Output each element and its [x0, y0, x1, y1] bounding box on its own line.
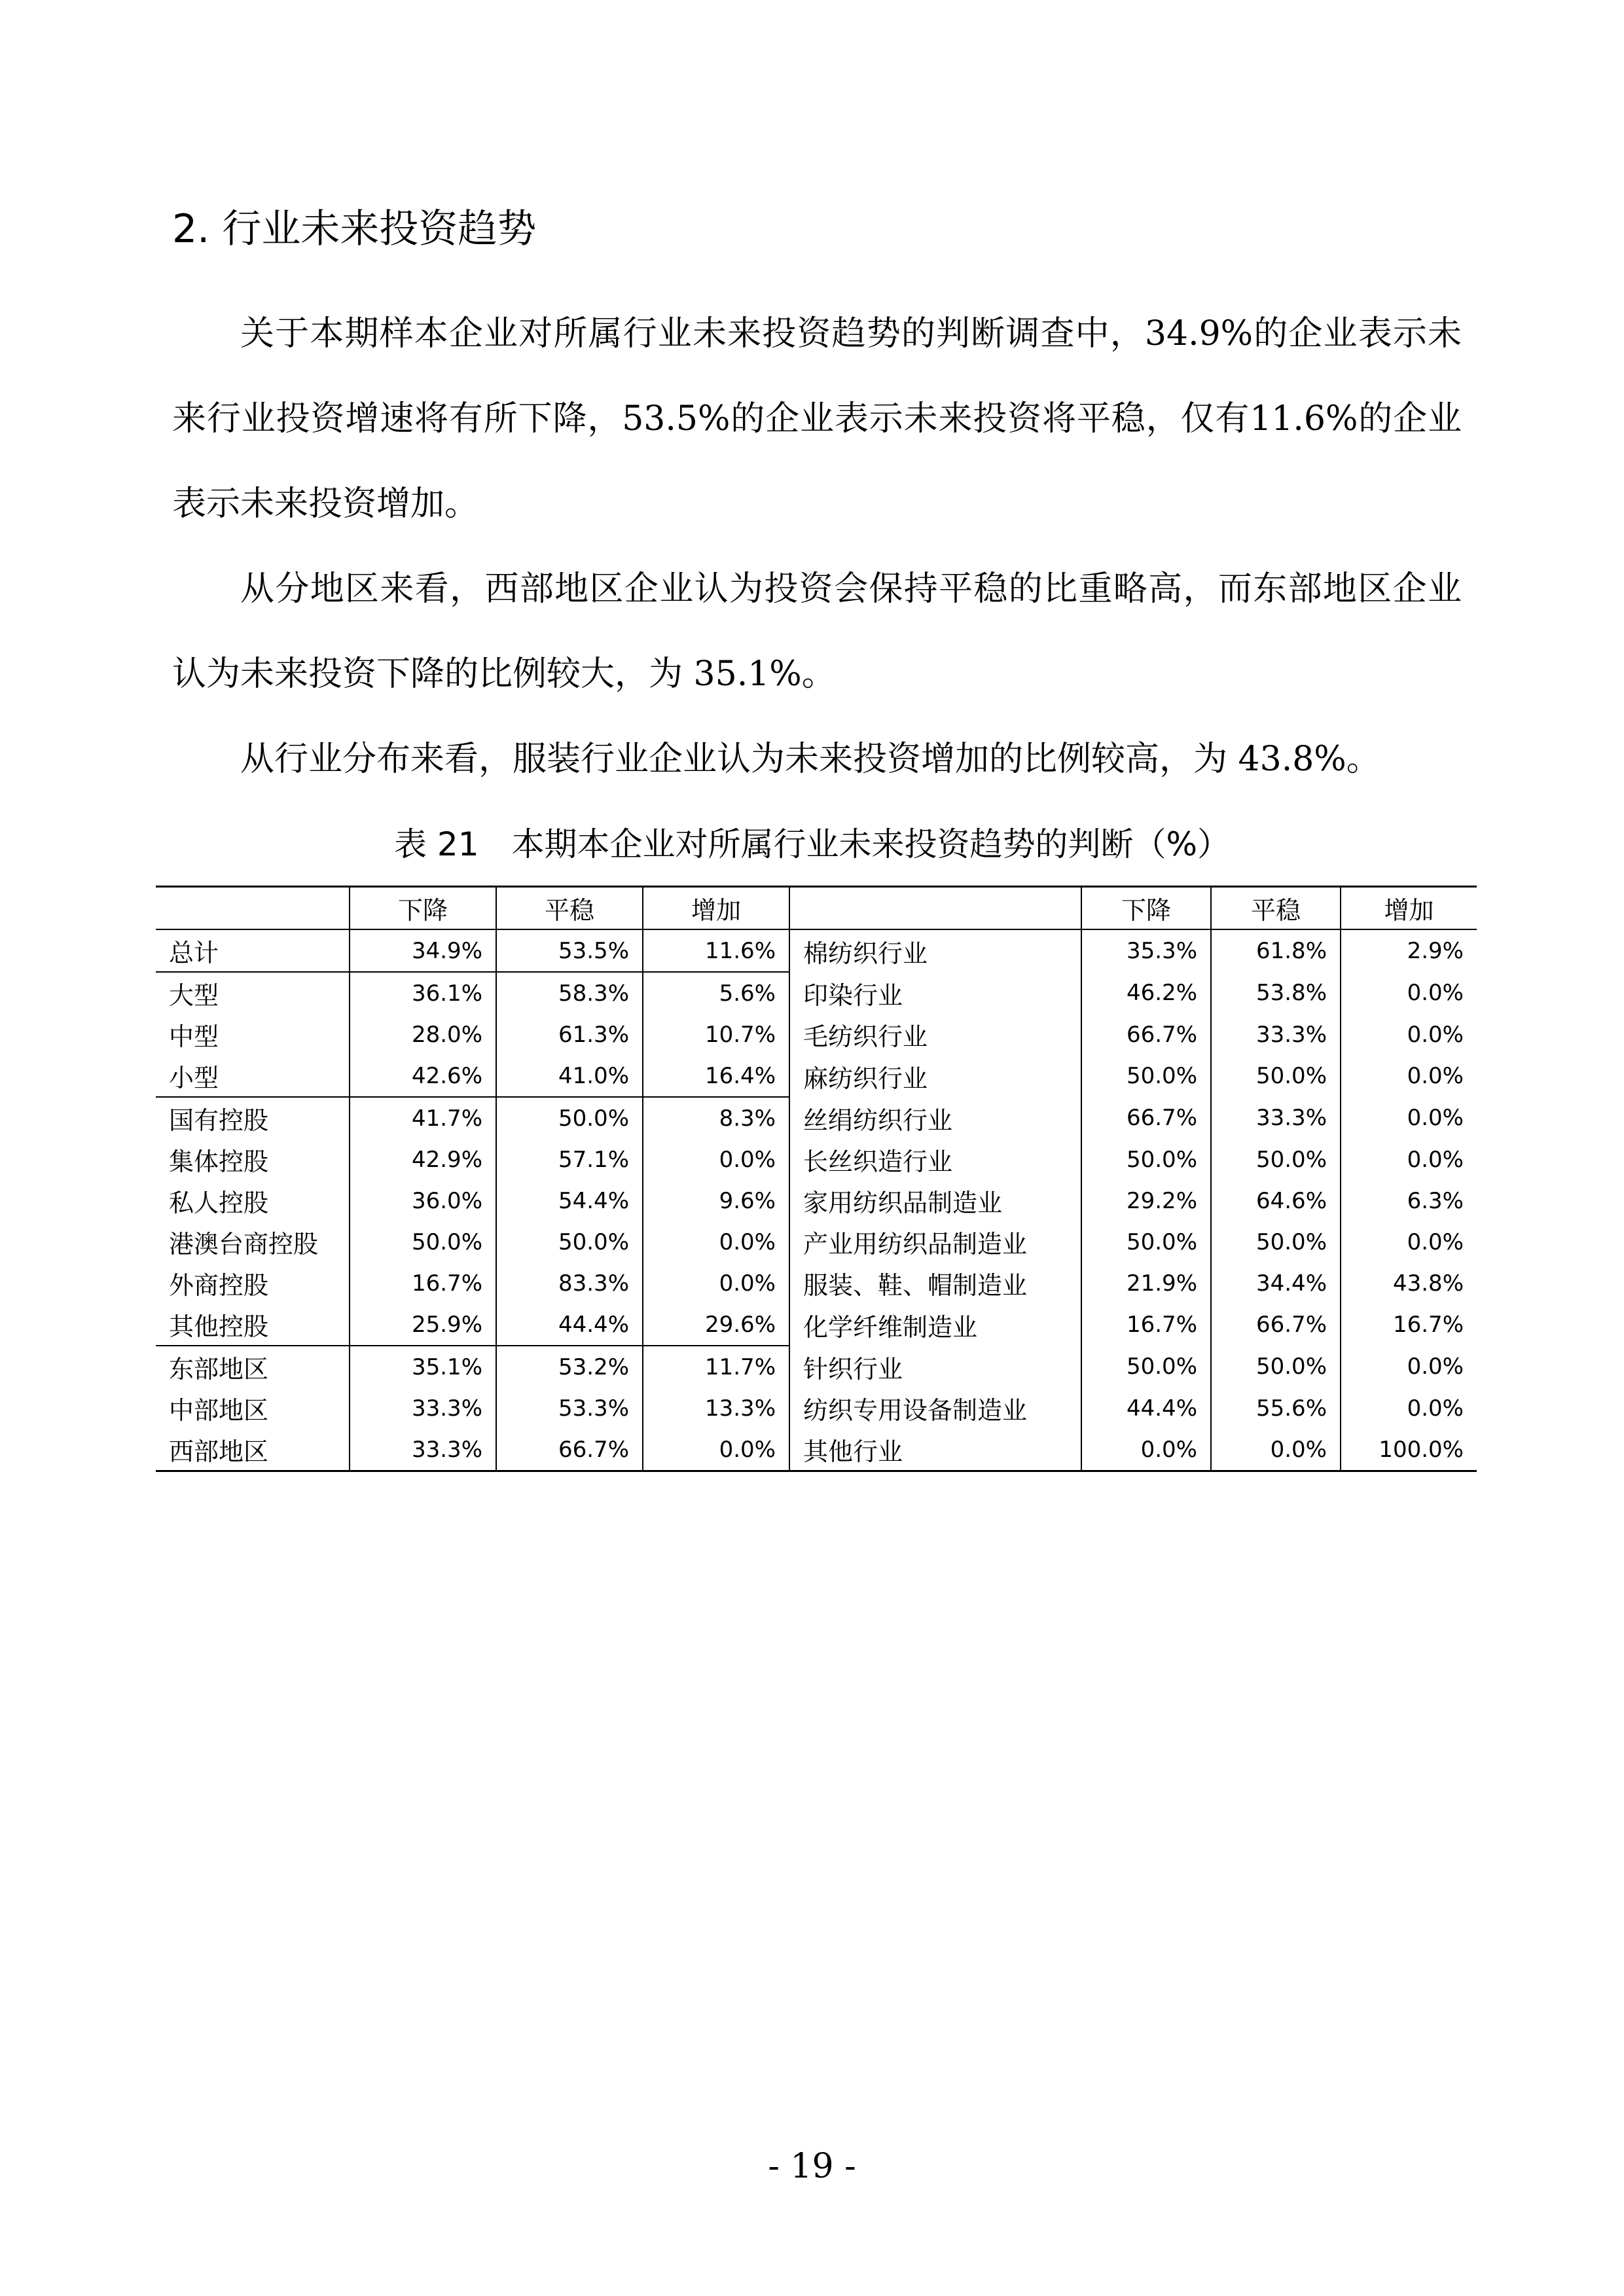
row-label-left: 其他控股 — [156, 1304, 350, 1346]
header-cell: 增加 — [1341, 887, 1477, 930]
value-cell-down: 66.7% — [1081, 1014, 1211, 1055]
header-cell — [789, 887, 1081, 930]
value-cell-up: 0.0% — [1407, 1105, 1464, 1131]
value-cell-up: 43.8% — [1392, 1270, 1464, 1297]
header-cell: 平稳 — [496, 887, 643, 930]
header-cell: 下降 — [1081, 887, 1211, 930]
paragraph-by-region: 从分地区来看，西部地区企业认为投资会保持平稳的比重略高，而东部地区企业认为未来投资下降的比例较大，为 35.1%。 — [172, 569, 1462, 694]
row-label-left: 集体控股 — [156, 1139, 350, 1180]
row-label-left: 私人控股 — [156, 1180, 350, 1221]
value-cell-up: 0.0% — [643, 1429, 789, 1471]
value-cell-stable: 53.5% — [496, 929, 643, 972]
row-label-right: 印染行业 — [789, 972, 1081, 1014]
row-label-right: 棉纺织行业 — [789, 929, 1081, 972]
value-cell-down: 46.2% — [1081, 972, 1211, 1014]
table-row — [156, 1055, 1477, 1097]
value-cell-down: 42.6% — [350, 1055, 496, 1097]
table-row — [156, 1014, 1477, 1055]
row-label-right: 产业用纺织品制造业 — [789, 1221, 1081, 1263]
value-cell-down: 34.9% — [350, 929, 496, 972]
row-label-right: 家用纺织品制造业 — [789, 1180, 1081, 1221]
paragraph-investment-summary: 关于本期样本企业对所属行业未来投资趋势的判断调查中，34.9%的企业表示未来行业投资增速将有所下降，53.5%的企业表示未来投资将平稳，仅有11.6%的企业表示未来投资增加。 — [172, 314, 1462, 524]
value-cell-down: 44.4% — [1081, 1388, 1211, 1429]
value-cell-down: 36.1% — [350, 972, 496, 1014]
value-cell-down: 35.3% — [1081, 929, 1211, 972]
header-cell: 下降 — [350, 887, 496, 930]
table-row — [156, 1429, 1477, 1471]
row-label-left: 中型 — [156, 1014, 350, 1055]
value-cell-up: 0.0% — [1407, 980, 1464, 1006]
table-row — [156, 1097, 1477, 1139]
row-label-right: 化学纤维制造业 — [789, 1304, 1081, 1346]
row-label-right: 其他行业 — [789, 1429, 1081, 1471]
value-cell-up: 0.0% — [643, 1139, 789, 1180]
value-cell-up: 16.7% — [1392, 1312, 1464, 1338]
row-label-right: 长丝织造行业 — [789, 1139, 1081, 1180]
value-cell-up: 16.4% — [643, 1055, 789, 1097]
value-cell-up: 0.0% — [643, 1263, 789, 1304]
section-heading: 2. 行业未来投资趋势 — [172, 206, 537, 252]
row-label-left: 东部地区 — [156, 1346, 350, 1388]
value-cell-down: 50.0% — [350, 1221, 496, 1263]
row-label-right: 丝绢纺织行业 — [789, 1097, 1081, 1139]
value-cell-down: 28.0% — [350, 1014, 496, 1055]
row-label-left: 大型 — [156, 972, 350, 1014]
page-number: - 19 - — [768, 2147, 856, 2186]
row-label-right: 麻纺织行业 — [789, 1055, 1081, 1097]
table-row — [156, 1304, 1477, 1346]
value-cell-stable: 50.0% — [496, 1221, 643, 1263]
value-cell-down: 16.7% — [350, 1263, 496, 1304]
header-cell — [156, 887, 350, 930]
value-cell-stable: 44.4% — [496, 1304, 643, 1346]
row-label-left: 中部地区 — [156, 1388, 350, 1429]
value-cell-stable: 58.3% — [496, 972, 643, 1014]
value-cell-up: 8.3% — [643, 1097, 789, 1139]
value-cell-up: 11.6% — [643, 929, 789, 972]
value-cell-stable: 34.4% — [1211, 1263, 1341, 1304]
value-cell-down: 29.2% — [1081, 1180, 1211, 1221]
row-label-right: 针织行业 — [789, 1346, 1081, 1388]
value-cell-stable: 33.3% — [1211, 1014, 1341, 1055]
table-row — [156, 929, 1477, 972]
value-cell-stable: 50.0% — [1211, 1221, 1341, 1263]
value-cell-stable: 54.4% — [496, 1180, 643, 1221]
value-cell-stable: 50.0% — [496, 1097, 643, 1139]
value-cell-stable: 0.0% — [1211, 1429, 1341, 1471]
table-body — [156, 929, 1477, 1471]
value-cell-up: 13.3% — [643, 1388, 789, 1429]
value-cell-down: 0.0% — [1081, 1429, 1211, 1471]
value-cell-stable: 53.2% — [496, 1346, 643, 1388]
value-cell-stable: 50.0% — [1211, 1346, 1341, 1388]
value-cell-down: 50.0% — [1081, 1055, 1211, 1097]
value-cell-up: 6.3% — [1407, 1187, 1464, 1214]
value-cell-stable: 50.0% — [1211, 1139, 1341, 1180]
table-row — [156, 1388, 1477, 1429]
value-cell-down: 66.7% — [1081, 1097, 1211, 1139]
value-cell-stable: 53.8% — [1211, 972, 1341, 1014]
value-cell-stable: 53.3% — [496, 1388, 643, 1429]
value-cell-stable: 55.6% — [1211, 1388, 1341, 1429]
value-cell-down: 21.9% — [1081, 1263, 1211, 1304]
row-label-left: 总计 — [156, 929, 350, 972]
header-cell: 增加 — [643, 887, 789, 930]
value-cell-down: 35.1% — [350, 1346, 496, 1388]
value-cell-stable: 33.3% — [1211, 1097, 1341, 1139]
value-cell-stable: 83.3% — [496, 1263, 643, 1304]
row-label-left: 西部地区 — [156, 1429, 350, 1471]
row-label-right: 纺织专用设备制造业 — [789, 1388, 1081, 1429]
value-cell-up: 0.0% — [1407, 1395, 1464, 1422]
value-cell-down: 50.0% — [1081, 1139, 1211, 1180]
row-label-left: 国有控股 — [156, 1097, 350, 1139]
value-cell-stable: 66.7% — [1211, 1304, 1341, 1346]
value-cell-up: 0.0% — [1407, 1229, 1464, 1255]
value-cell-up: 0.0% — [1407, 1063, 1464, 1089]
table-row — [156, 1221, 1477, 1263]
value-cell-up: 29.6% — [643, 1304, 789, 1346]
table-row — [156, 1346, 1477, 1388]
row-label-left: 小型 — [156, 1055, 350, 1097]
value-cell-down: 33.3% — [350, 1429, 496, 1471]
value-cell-stable: 57.1% — [496, 1139, 643, 1180]
value-cell-down: 50.0% — [1081, 1221, 1211, 1263]
value-cell-down: 16.7% — [1081, 1304, 1211, 1346]
value-cell-stable: 61.8% — [1211, 929, 1341, 972]
value-cell-up: 0.0% — [643, 1221, 789, 1263]
value-cell-down: 36.0% — [350, 1180, 496, 1221]
table-row — [156, 1263, 1477, 1304]
table-row — [156, 1139, 1477, 1180]
value-cell-up: 5.6% — [643, 972, 789, 1014]
value-cell-stable: 66.7% — [496, 1429, 643, 1471]
value-cell-up: 100.0% — [1341, 1429, 1477, 1471]
value-cell-down: 50.0% — [1081, 1346, 1211, 1388]
row-label-right: 毛纺织行业 — [789, 1014, 1081, 1055]
table-header-row — [156, 887, 1477, 930]
value-cell-up: 11.7% — [643, 1346, 789, 1388]
value-cell-up: 0.0% — [1407, 1146, 1464, 1173]
value-cell-stable: 64.6% — [1211, 1180, 1341, 1221]
row-label-left: 外商控股 — [156, 1263, 350, 1304]
investment-trend-table — [156, 886, 1477, 1472]
value-cell-down: 25.9% — [350, 1304, 496, 1346]
table-row — [156, 972, 1477, 1014]
header-cell: 平稳 — [1211, 887, 1341, 930]
value-cell-stable: 61.3% — [496, 1014, 643, 1055]
value-cell-up: 0.0% — [1407, 1021, 1464, 1048]
row-label-right: 服装、鞋、帽制造业 — [789, 1263, 1081, 1304]
paragraph-by-industry: 从行业分布来看，服装行业企业认为未来投资增加的比例较高，为 43.8%。 — [240, 740, 1380, 779]
value-cell-down: 42.9% — [350, 1139, 496, 1180]
value-cell-up: 0.0% — [1407, 1354, 1464, 1380]
table-row — [156, 1180, 1477, 1221]
value-cell-up: 10.7% — [643, 1014, 789, 1055]
value-cell-up: 2.9% — [1407, 938, 1464, 964]
value-cell-stable: 50.0% — [1211, 1055, 1341, 1097]
table-caption: 表 21 本期本企业对所属行业未来投资趋势的判断（%） — [393, 825, 1231, 863]
row-label-left: 港澳台商控股 — [156, 1221, 350, 1263]
value-cell-down: 41.7% — [350, 1097, 496, 1139]
value-cell-up: 9.6% — [643, 1180, 789, 1221]
value-cell-stable: 41.0% — [496, 1055, 643, 1097]
value-cell-down: 33.3% — [350, 1388, 496, 1429]
